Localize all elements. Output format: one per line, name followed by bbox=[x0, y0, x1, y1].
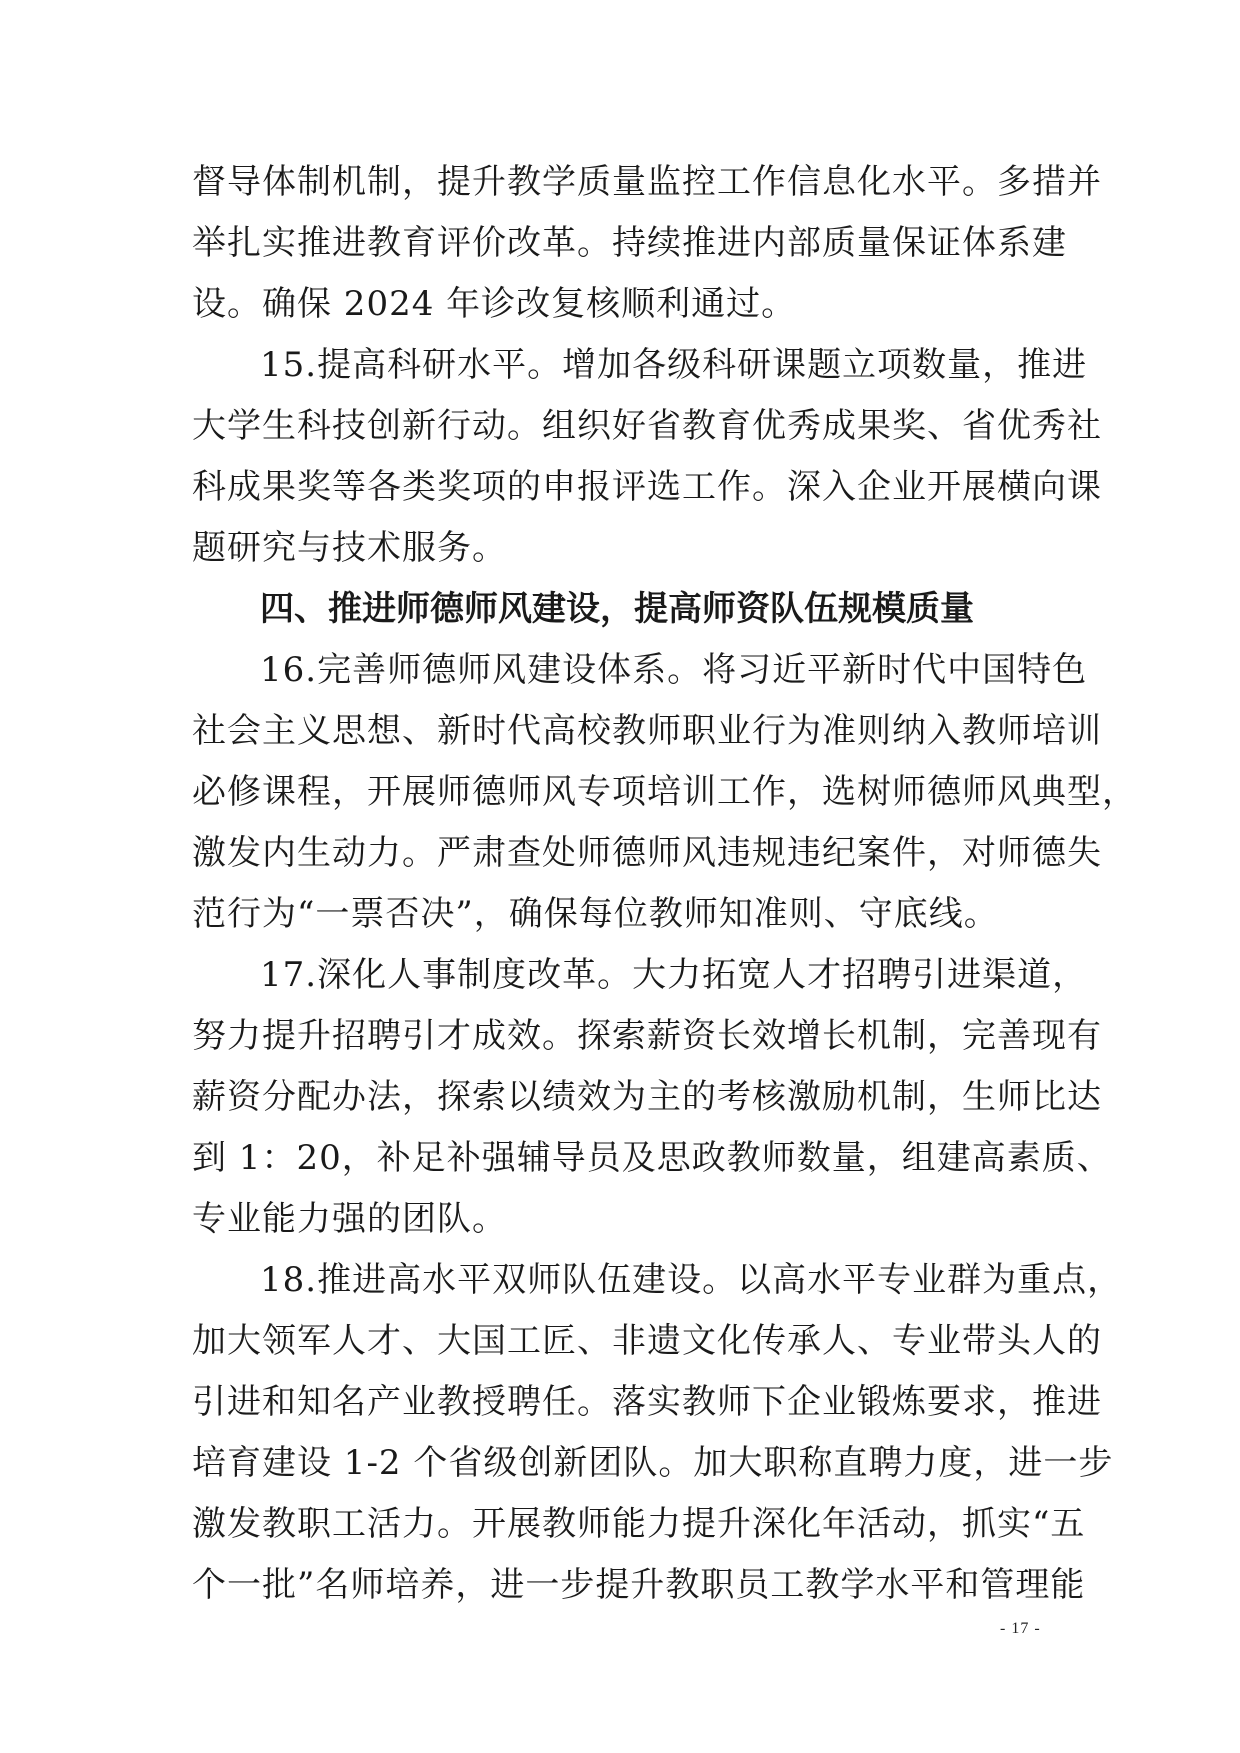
body-text-line: 必修课程，开展师德师风专项培训工作，选树师德师风典型， bbox=[192, 772, 1137, 812]
body-text-line: 举扎实推进教育评价改革。持续推进内部质量保证体系建 bbox=[192, 223, 1067, 263]
section-18-first-line: 18.推进高水平双师队伍建设。以高水平专业群为重点， bbox=[260, 1260, 1123, 1300]
body-text-line: 努力提升招聘引才成效。探索薪资长效增长机制，完善现有 bbox=[192, 1016, 1102, 1056]
body-text-line: 引进和知名产业教授聘任。落实教师下企业锻炼要求，推进 bbox=[192, 1382, 1102, 1422]
section-16-first-line: 16.完善师德师风建设体系。将习近平新时代中国特色 bbox=[260, 650, 1088, 690]
body-text-line: 大学生科技创新行动。组织好省教育优秀成果奖、省优秀社 bbox=[192, 406, 1102, 446]
body-text-line: 社会主义思想、新时代高校教师职业行为准则纳入教师培训 bbox=[192, 711, 1102, 751]
body-text-line: 题研究与技术服务。 bbox=[192, 528, 507, 568]
page-number: - 17 - bbox=[1000, 1620, 1041, 1637]
section-heading: 四、推进师德师风建设，提高师资队伍规模质量 bbox=[260, 589, 974, 629]
body-text-line: 个一批”名师培养，进一步提升教职员工教学水平和管理能 bbox=[192, 1565, 1086, 1605]
body-text-line: 到 1：20，补足补强辅导员及思政教师数量，组建高素质、 bbox=[192, 1138, 1112, 1178]
body-text-line: 薪资分配办法，探索以绩效为主的考核激励机制，生师比达 bbox=[192, 1077, 1102, 1117]
body-text-line: 设。确保 2024 年诊改复核顺利通过。 bbox=[192, 284, 797, 324]
body-text-line: 科成果奖等各类奖项的申报评选工作。深入企业开展横向课 bbox=[192, 467, 1102, 507]
body-text-line: 激发教职工活力。开展教师能力提升深化年活动，抓实“五 bbox=[192, 1504, 1086, 1544]
body-text-line: 加大领军人才、大国工匠、非遗文化传承人、专业带头人的 bbox=[192, 1321, 1102, 1361]
body-text-line: 激发内生动力。严肃查处师德师风违规违纪案件，对师德失 bbox=[192, 833, 1102, 873]
section-17-first-line: 17.深化人事制度改革。大力拓宽人才招聘引进渠道， bbox=[260, 955, 1088, 995]
body-text-line: 督导体制机制，提升教学质量监控工作信息化水平。多措并 bbox=[192, 162, 1102, 202]
section-15-first-line: 15.提高科研水平。增加各级科研课题立项数量，推进 bbox=[260, 345, 1088, 385]
body-text-line: 专业能力强的团队。 bbox=[192, 1199, 507, 1239]
body-text-line: 培育建设 1-2 个省级创新团队。加大职称直聘力度，进一步 bbox=[192, 1443, 1114, 1483]
body-text-line: 范行为“一票否决”，确保每位教师知准则、守底线。 bbox=[192, 894, 999, 934]
